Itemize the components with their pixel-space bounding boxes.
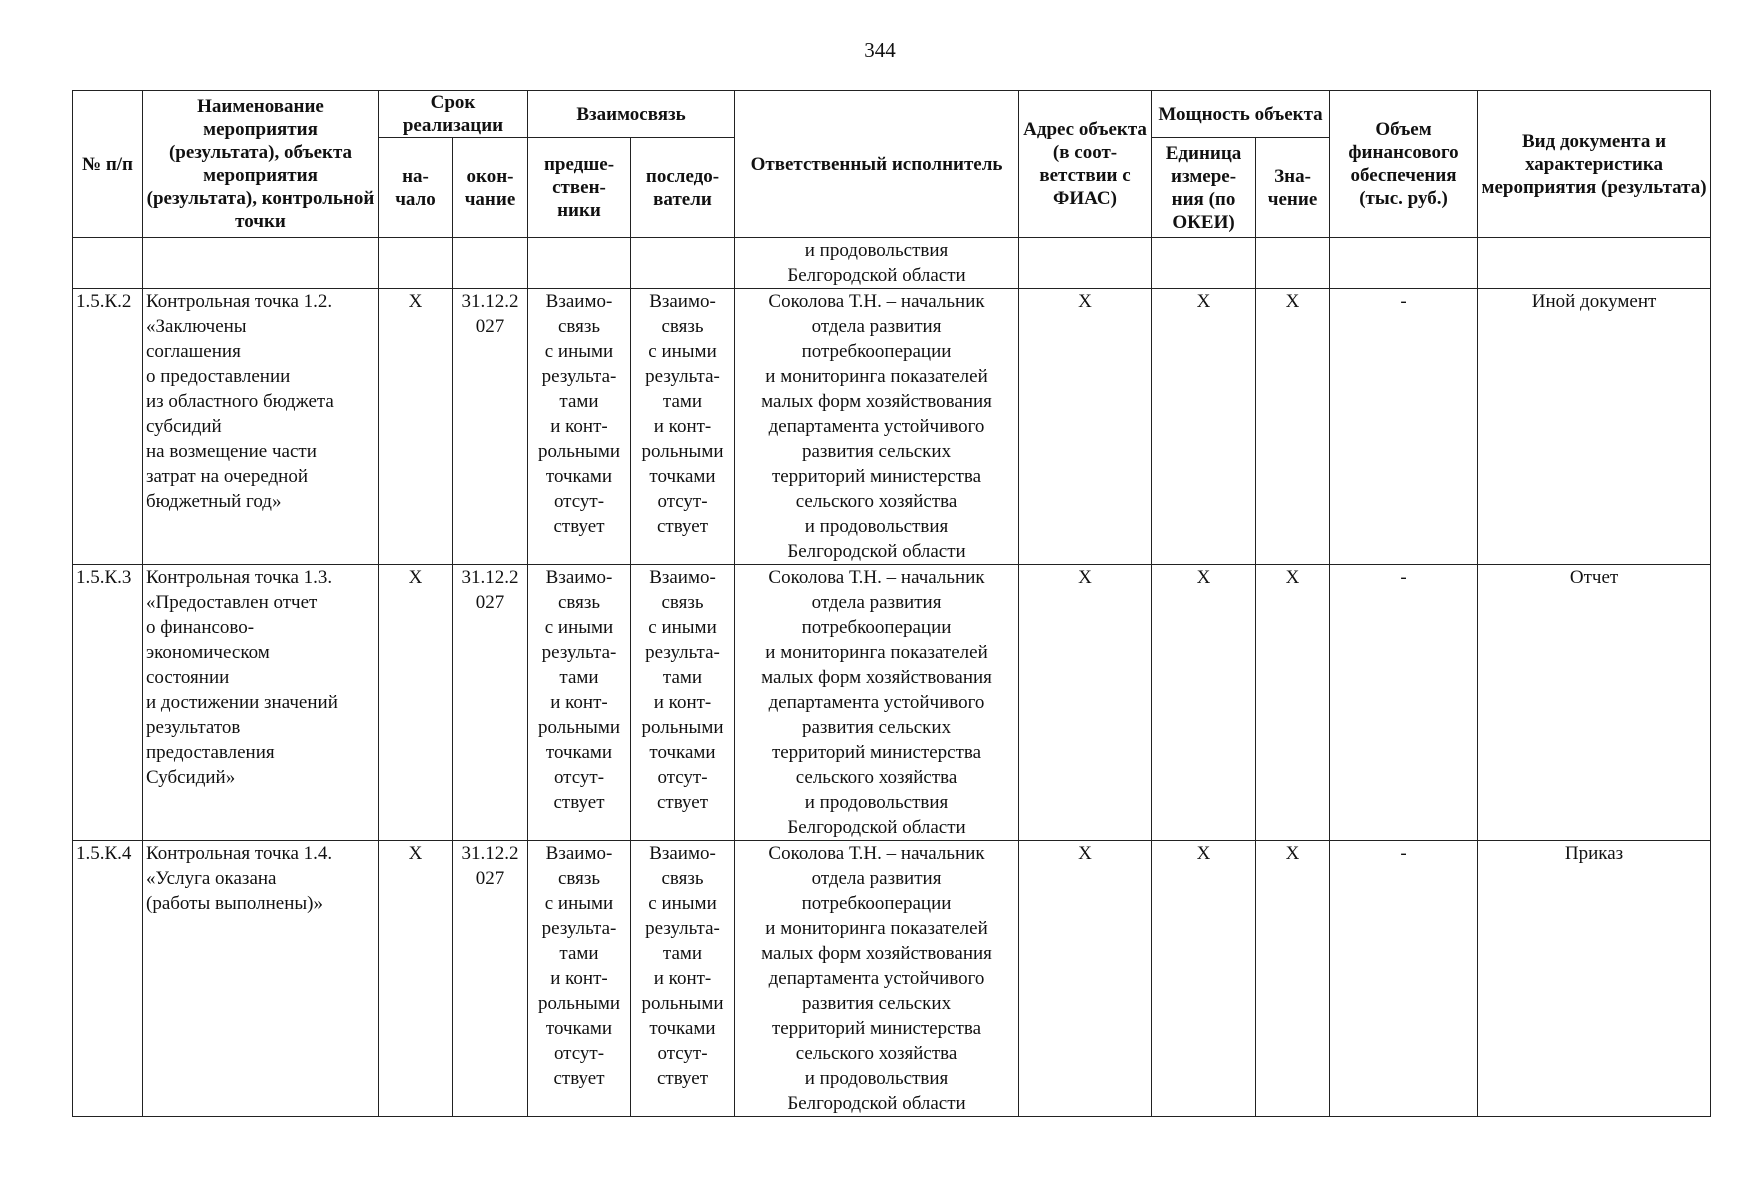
row-term-start: Х <box>379 289 453 565</box>
header-term-start: на-чало <box>379 138 453 238</box>
row-cap-value: Х <box>1256 565 1330 841</box>
row-number: 1.5.К.3 <box>73 565 143 841</box>
page-number: 344 <box>864 38 896 62</box>
header-cap-unit: Единица измере-ния (по ОКЕИ) <box>1152 138 1256 238</box>
header-term: Срок реализации <box>379 91 528 138</box>
table-row <box>73 565 1711 841</box>
row-responsible: Соколова Т.Н. – начальник отдела развития потребкооперации и мониторинга показателей малых форм хозяйствования департамента устойчивого развития сельских территорий министерства сельского хозяйства и продовольствия Белгородской области <box>735 289 1019 565</box>
header-doc-type: Вид документа и характеристика мероприятия (результата) <box>1478 91 1711 238</box>
row-address: Х <box>1019 289 1152 565</box>
row-doc-type: Приказ <box>1478 841 1711 1117</box>
row-funding: - <box>1330 841 1478 1117</box>
control-points-table <box>72 90 1711 1117</box>
row-rel-prev: Взаимо- связь с иными результа- тами и конт- рольными точками отсут- ствует <box>528 289 631 565</box>
row-term-start: Х <box>379 841 453 1117</box>
header-responsible: Ответственный исполнитель <box>735 91 1019 238</box>
row-cap-unit: Х <box>1152 289 1256 565</box>
row-rel-next: Взаимо- связь с иными результа- тами и конт- рольными точками отсут- ствует <box>631 289 735 565</box>
row-funding: - <box>1330 565 1478 841</box>
row-responsible: Соколова Т.Н. – начальник отдела развития потребкооперации и мониторинга показателей малых форм хозяйствования департамента устойчивого развития сельских территорий министерства сельского хозяйства и продовольствия Белгородской области <box>735 565 1019 841</box>
row-cap-unit: Х <box>1152 841 1256 1117</box>
header-term-end: окон-чание <box>453 138 528 238</box>
continuation-row <box>73 238 1711 289</box>
table-row <box>73 289 1711 565</box>
row-name: Контрольная точка 1.4. «Услуга оказана (работы выполнены)» <box>143 841 379 1117</box>
header-num: № п/п <box>73 91 143 238</box>
row-rel-prev: Взаимо- связь с иными результа- тами и конт- рольными точками отсут- ствует <box>528 841 631 1117</box>
row-doc-type: Отчет <box>1478 565 1711 841</box>
continuation-responsible: и продовольствия Белгородской области <box>735 238 1019 289</box>
header-funding: Объем финансового обеспечения (тыс. руб.) <box>1330 91 1478 238</box>
row-cap-unit: Х <box>1152 565 1256 841</box>
header-rel-prev: предше-ствен-ники <box>528 138 631 238</box>
row-funding: - <box>1330 289 1478 565</box>
row-address: Х <box>1019 565 1152 841</box>
table-row <box>73 841 1711 1117</box>
header-capacity: Мощность объекта <box>1152 91 1330 138</box>
row-rel-next: Взаимо- связь с иными результа- тами и конт- рольными точками отсут- ствует <box>631 841 735 1117</box>
row-number: 1.5.К.4 <box>73 841 143 1117</box>
row-cap-value: Х <box>1256 289 1330 565</box>
header-cap-value: Зна-чение <box>1256 138 1330 238</box>
row-name: Контрольная точка 1.3. «Предоставлен отчет о финансово- экономическом состоянии и достижении значений результатов предоставления Субсидий» <box>143 565 379 841</box>
row-term-end: 31.12.2 027 <box>453 841 528 1117</box>
row-cap-value: Х <box>1256 841 1330 1117</box>
header-address: Адрес объекта (в соот-ветствии с ФИАС) <box>1019 91 1152 238</box>
row-doc-type: Иной документ <box>1478 289 1711 565</box>
header-rel-next: последо-ватели <box>631 138 735 238</box>
row-term-start: Х <box>379 565 453 841</box>
row-name: Контрольная точка 1.2. «Заключены соглашения о предоставлении из областного бюджета субсидий на возмещение части затрат на очередной бюджетный год» <box>143 289 379 565</box>
row-responsible: Соколова Т.Н. – начальник отдела развития потребкооперации и мониторинга показателей малых форм хозяйствования департамента устойчивого развития сельских территорий министерства сельского хозяйства и продовольствия Белгородской области <box>735 841 1019 1117</box>
header-name: Наименование мероприятия (результата), объекта мероприятия (результата), контрольной точки <box>143 91 379 238</box>
row-term-end: 31.12.2 027 <box>453 289 528 565</box>
row-number: 1.5.К.2 <box>73 289 143 565</box>
row-term-end: 31.12.2 027 <box>453 565 528 841</box>
row-rel-next: Взаимо- связь с иными результа- тами и конт- рольными точками отсут- ствует <box>631 565 735 841</box>
row-rel-prev: Взаимо- связь с иными результа- тами и конт- рольными точками отсут- ствует <box>528 565 631 841</box>
row-address: Х <box>1019 841 1152 1117</box>
header-relation: Взаимосвязь <box>528 91 735 138</box>
